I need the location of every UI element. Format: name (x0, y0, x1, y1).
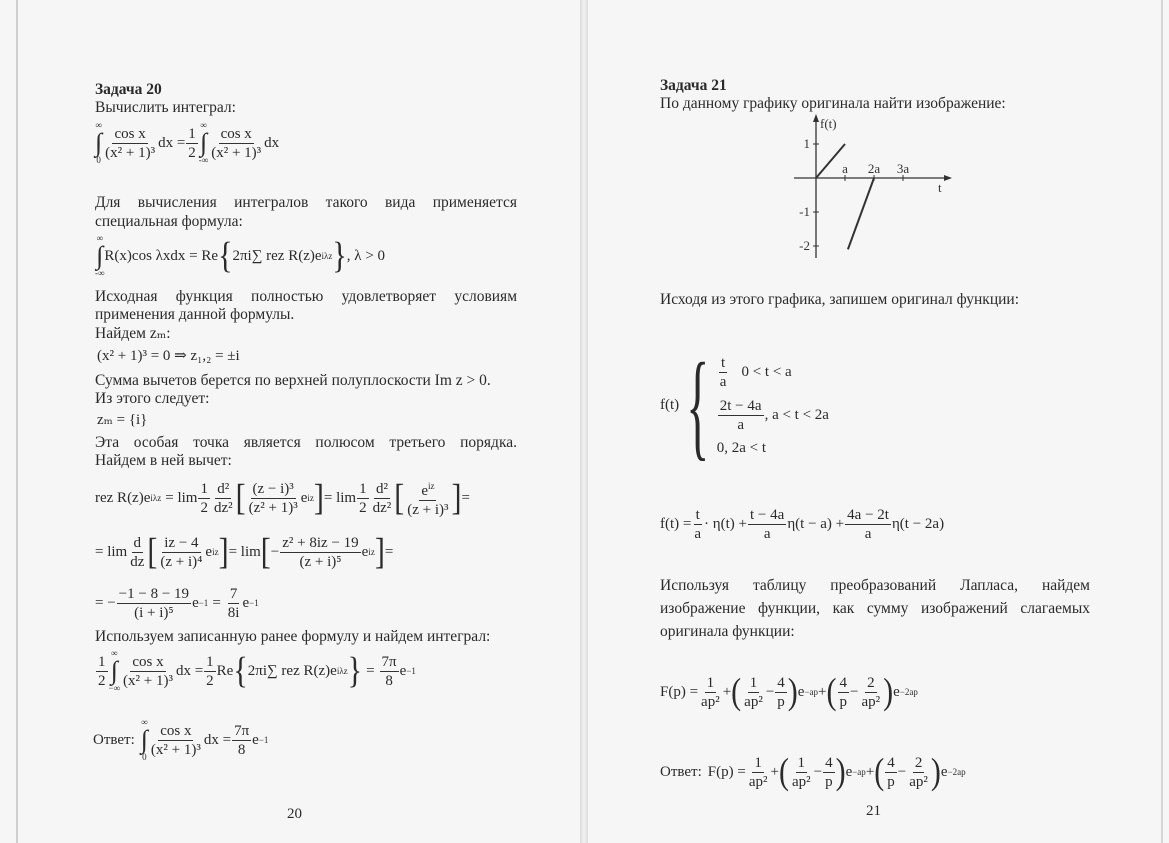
x-tick-label: 3a (896, 161, 910, 176)
x-tick-label: 2a (867, 161, 881, 176)
y-tick-label: 1 (803, 136, 810, 151)
left-page (0, 0, 583, 843)
graph-note: Исходя из этого графика, запишем оригинал функции: (660, 291, 1020, 308)
piecewise-definition: f(t) { $\frac{t}{a}$ 0 < t < a $\frac{2t - 4a}{a}$ , a < t < 2a 0, 2a < t (660, 338, 829, 471)
para-2-line-2: применения данной формулы. (95, 306, 295, 323)
page-number-left: 20 (287, 806, 302, 822)
integral-1: ∞ ∫ 0 $\frac{\text{cos x}}{\text{(x² + 1)³}}$ dx = $\frac{1}{2}$ ∞ ∫ -∞ $\frac{\text{cos x}}{\text{(x² + 1)³}}$ dx (95, 120, 280, 165)
y-tick-label: -2 (799, 238, 810, 253)
x-axis-label: t (938, 180, 942, 195)
original-function-graph (788, 112, 958, 262)
pole-line-2: Найдем в ней вычет: (95, 452, 232, 469)
laplace-image: F(p) = $\frac{1}{\text{ap²}}$ + ( $\frac{1}{\text{ap²}}$ − $\frac{4}{p}$ ) e −ap + ( $\frac{4}{p}$ − $\frac{2}{\text{ap²}}$ ) e −2ap (660, 670, 918, 712)
residue-line-3: = − $\frac{-1 - 8 - 19}{\text{(i + i)⁵}}$ e −1 = $\frac{7}{8i}$ e −1 (95, 585, 259, 621)
final-integral-line: $\frac{1}{2}$ ∞ ∫ −∞ $\frac{\text{cos x}}{\text{(x² + 1)³}}$ dx = $\frac{1}{2}$ Re { 2πi∑ rez R(z)e iλz } = $\frac{7\pi}{8}$ e −1 (98, 648, 416, 693)
book-spine (580, 0, 588, 843)
answer-21: Ответ: F(p) = $\frac{1}{\text{ap²}}$ + ( $\frac{1}{\text{ap²}}$ − $\frac{4}{p}$ ) e −ap + ( $\frac{4}{p}$ − $\frac{2}{\text{ap²}}$ ) e −2ap (660, 750, 966, 792)
y-axis-arrow (813, 114, 819, 122)
page-number-right: 21 (866, 803, 881, 819)
residue-line-1: rez R(z)e iλz = lim $\frac{1}{2}$ $\frac{\text{d²}}{\text{dz²}}$ [ $\frac{\text{(z − i)³}}{\text{(z² + 1)³}}$ e iz ] = lim $\frac{1}{2}$ $\frac{\text{d²}}{\text{dz²}}$ [ $\frac{e^{iz}}{\text{(z + i)³}}$ ] = (95, 476, 471, 518)
para-2-line-1: Исходная функция полностью удовлетворяет условиям (95, 288, 517, 305)
answer-20: Ответ: ∞ ∫ 0 $\frac{\text{cos x}}{\text{(x² + 1)³}}$ dx = $\frac{7\pi}{8}$ e −1 (93, 717, 269, 762)
task-20-title: Задача 20 (95, 81, 162, 98)
laplace-line-3: оригинала функции: (660, 623, 795, 640)
graph-segment-2 (848, 178, 874, 249)
heaviside-form: f(t) = $\frac{t}{a}$ · η(t) + $\frac{t - 4a}{a}$ η(t − a) + $\frac{4a - 2t}{a}$ η(t − 2a) (660, 506, 945, 542)
task-20-prompt: Вычислить интеграл: (95, 99, 236, 116)
y-tick-label: -1 (799, 204, 810, 219)
use-formula-text: Используем записанную ранее формулу и найдем интеграл: (95, 628, 491, 645)
y-axis-label: f(t) (820, 116, 837, 131)
task-21-prompt: По данному графику оригинала найти изображение: (660, 95, 1006, 112)
laplace-line-1: Используя таблицу преобразований Лапласа, найдем (660, 577, 1090, 594)
right-page-edge (1161, 0, 1163, 843)
x-tick-label: a (842, 161, 848, 176)
residue-line-2: = lim $\frac{d}{dz}$ [ $\frac{iz - 4}{\text{(z + i)⁴}}$ e iz ] = lim [ − $\frac{\text{z² + 8iz − 19}}{\text{(z + i)⁵}}$ e iz ] = (95, 530, 394, 572)
left-page-edge (16, 0, 18, 843)
follows-text: Из этого следует: (95, 390, 210, 407)
equation-zm: (x² + 1)³ = 0 ⇒ z₁,₂ = ±i (97, 348, 240, 364)
graph-segment-1 (816, 144, 845, 178)
zm-set: zₘ = {i} (97, 412, 148, 428)
laplace-line-2: изображение функции, как сумму изображений слагаемых (660, 600, 1090, 617)
find-zm: Найдем zₘ: (95, 325, 171, 342)
para-1-line-1: Для вычисления интегралов такого вида применяется (95, 194, 517, 211)
pole-line-1: Эта особая точка является полюсом третьего порядка. (95, 434, 517, 451)
para-1-line-2: специальная формула: (95, 213, 243, 230)
task-21-title: Задача 21 (660, 77, 727, 94)
special-formula: ∞ ∫ -∞ R(x)cos λxdx = Re { 2πi∑ rez R(z)e iλz } , λ > 0 (95, 233, 386, 278)
x-axis-arrow (944, 175, 952, 181)
residue-sum-text: Сумма вычетов берется по верхней полуплоскости Im z > 0. (95, 372, 491, 389)
